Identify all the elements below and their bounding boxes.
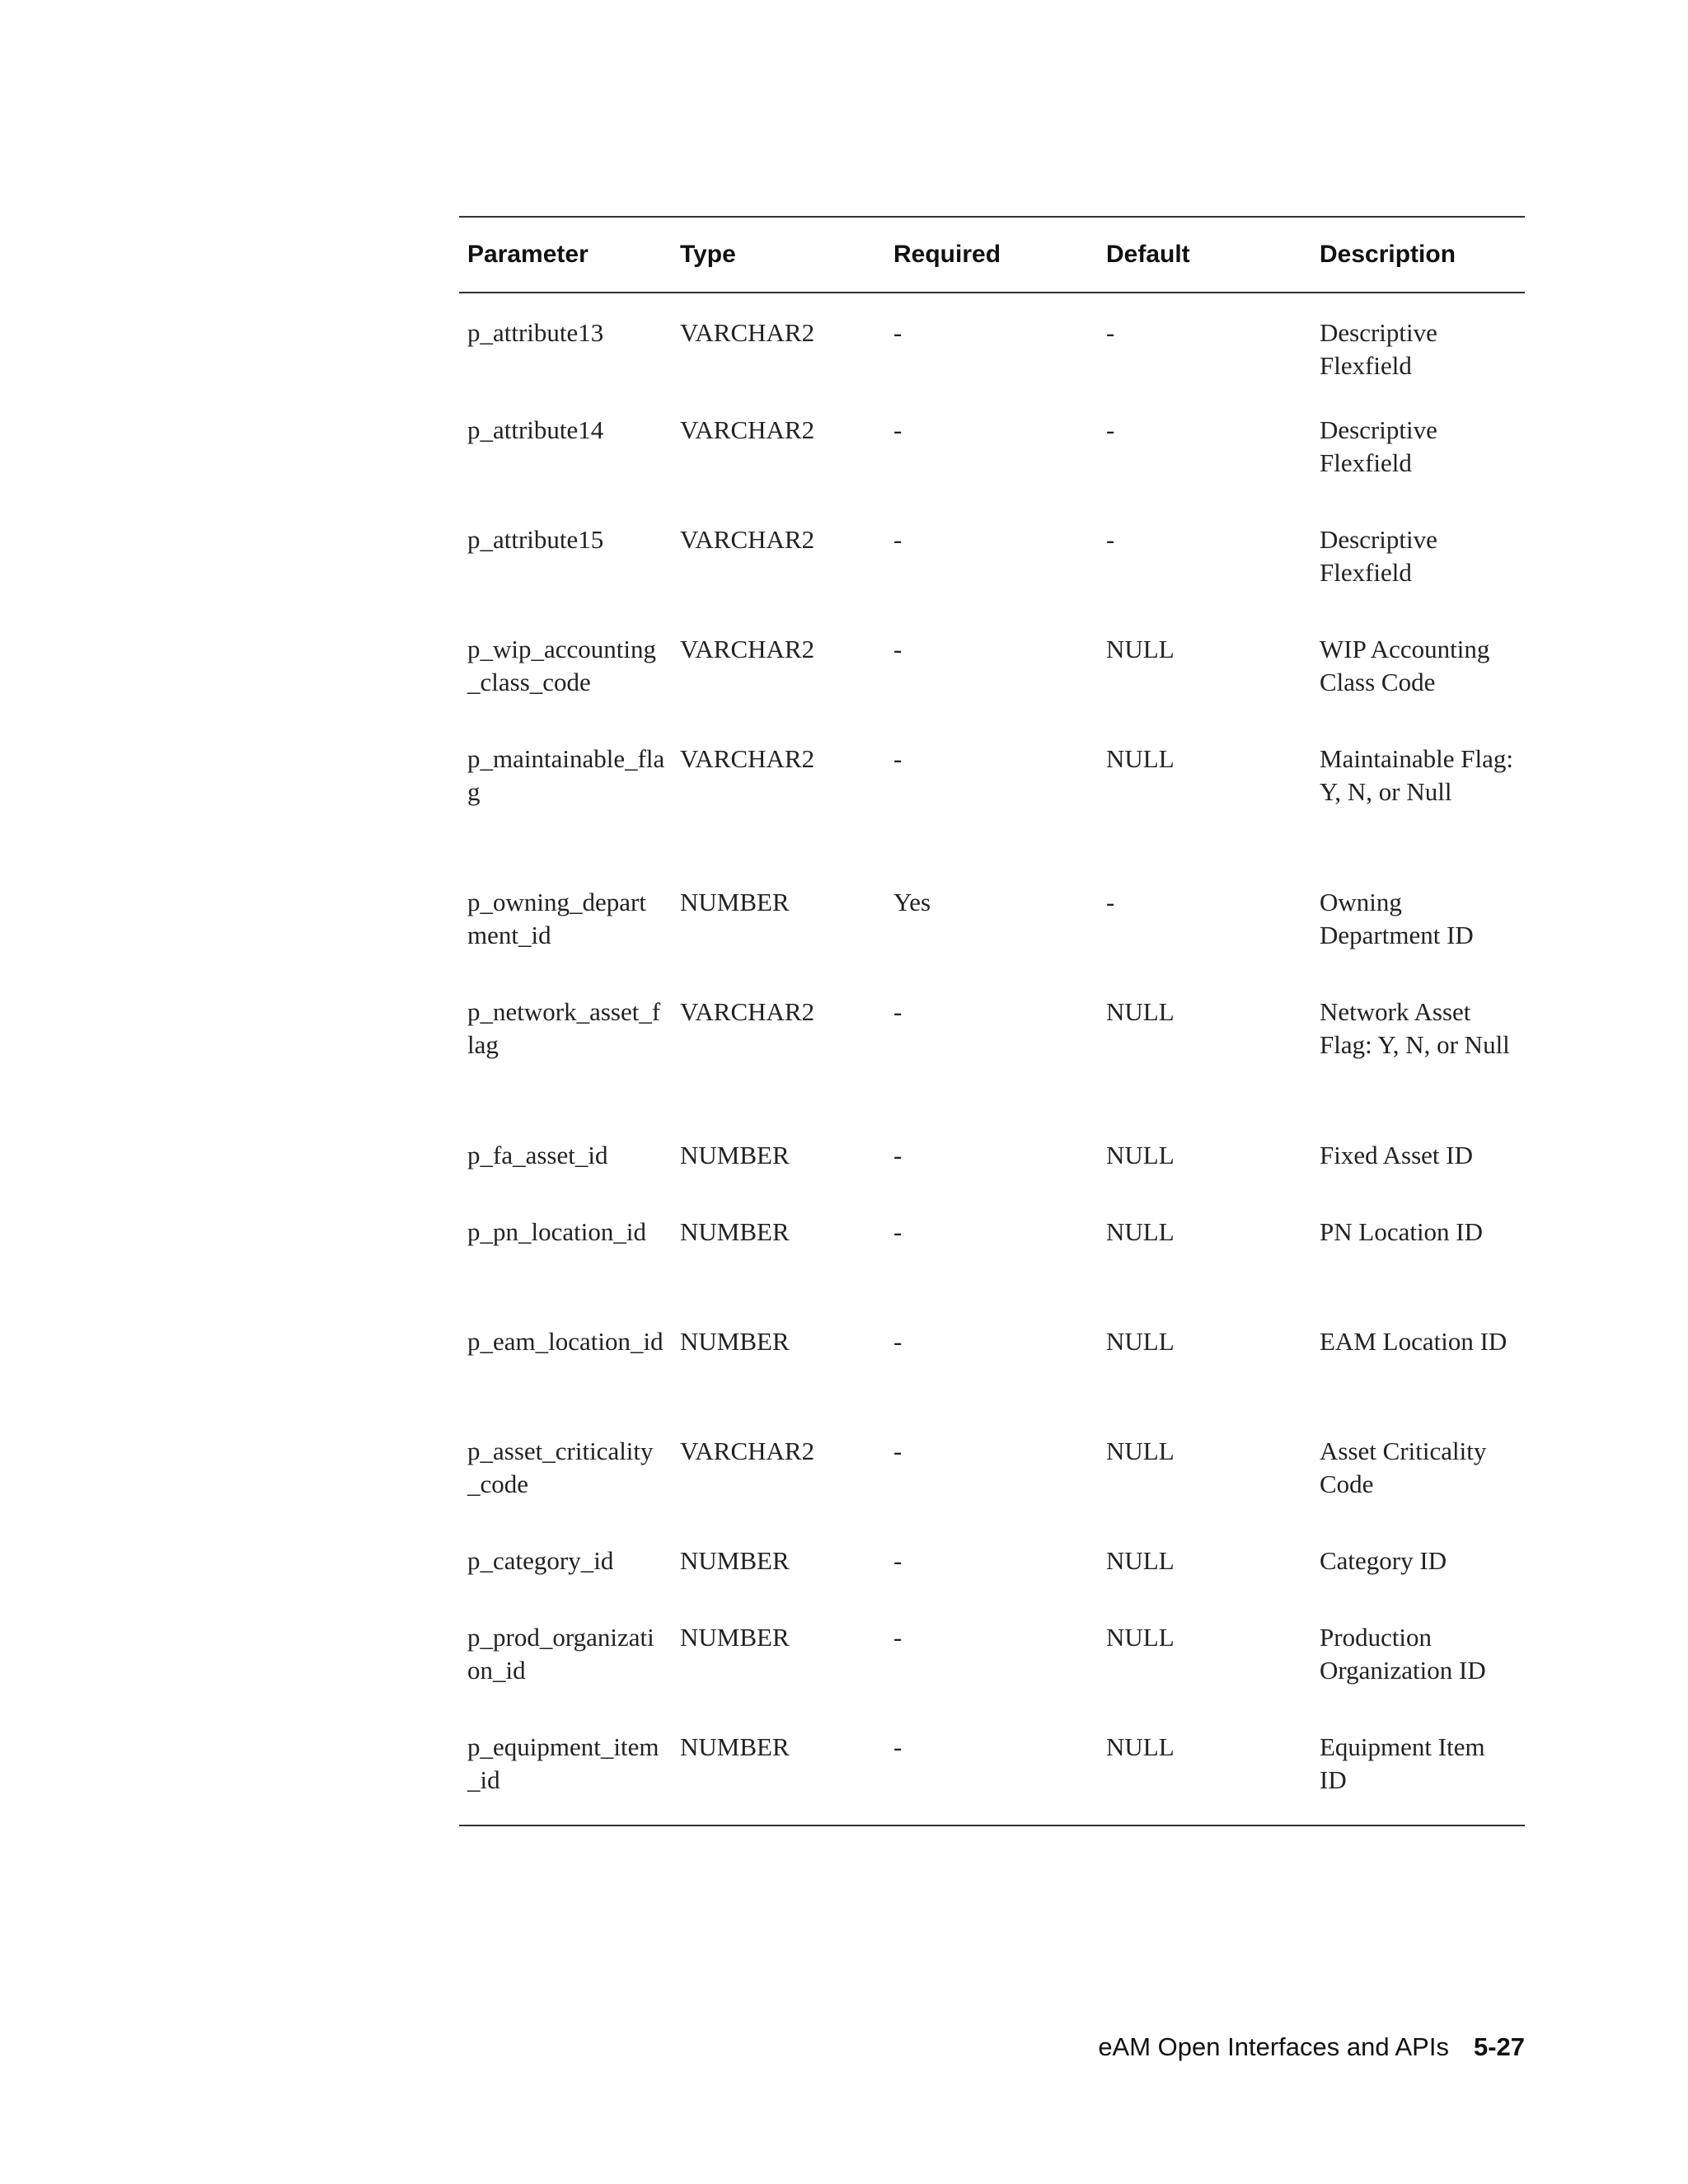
cell-description: EAM Location ID — [1320, 1327, 1507, 1356]
table-row — [459, 1314, 1525, 1423]
cell-type: NUMBER — [680, 1141, 790, 1169]
cell-default: NULL — [1106, 635, 1175, 663]
cell-type: NUMBER — [680, 1623, 790, 1652]
cell-parameter: p_attribute14 — [467, 415, 604, 444]
cell-required: - — [893, 744, 903, 773]
cell-description: WIP Accounting Class Code — [1320, 635, 1490, 696]
cell-default: NULL — [1106, 1623, 1175, 1652]
cell-default: NULL — [1106, 1546, 1175, 1575]
table-row — [459, 1610, 1525, 1719]
header-row — [459, 217, 1525, 293]
cell-description: Fixed Asset ID — [1320, 1141, 1473, 1169]
cell-type: NUMBER — [672, 1719, 885, 1825]
cell-required: - — [893, 1141, 903, 1169]
cell-parameter: p_prod_organization_id — [467, 1623, 654, 1685]
cell-required: - — [893, 525, 903, 554]
cell-type: NUMBER — [680, 1217, 790, 1246]
cell-description: Asset Criticality Code — [1320, 1436, 1487, 1498]
page-footer — [1098, 2032, 1525, 2062]
cell-description: Equipment Item ID — [1311, 1719, 1525, 1825]
cell-description: Production Organization ID — [1320, 1623, 1486, 1685]
table-row — [459, 731, 1525, 874]
cell-default: NULL — [1106, 1436, 1175, 1465]
cell-default: NULL — [1106, 997, 1175, 1026]
cell-required: - — [893, 1546, 903, 1575]
header-default: Default — [1098, 217, 1311, 293]
cell-parameter: p_network_asset_flag — [467, 997, 661, 1059]
cell-required: - — [893, 635, 903, 663]
cell-default: NULL — [1106, 744, 1175, 773]
cell-description: Descriptive Flexfield — [1320, 415, 1437, 477]
header-required: Required — [885, 217, 1098, 293]
table-body — [459, 293, 1525, 1825]
cell-parameter: p_eam_location_id — [467, 1327, 663, 1356]
cell-type: VARCHAR2 — [680, 1436, 815, 1465]
cell-description: Descriptive Flexfield — [1320, 525, 1437, 587]
cell-required: - — [885, 1719, 1098, 1825]
cell-description: Category ID — [1320, 1546, 1447, 1575]
cell-description: Owning Department ID — [1320, 888, 1474, 949]
cell-description: Maintainable Flag: Y, N, or Null — [1320, 744, 1514, 806]
cell-required: - — [893, 318, 903, 347]
cell-parameter: p_category_id — [467, 1546, 614, 1575]
cell-type: VARCHAR2 — [680, 318, 815, 347]
cell-default: - — [1106, 888, 1115, 916]
cell-description: Network Asset Flag: Y, N, or Null — [1320, 997, 1510, 1059]
cell-description: PN Location ID — [1320, 1217, 1484, 1246]
table-row — [459, 293, 1525, 402]
cell-default: NULL — [1106, 1327, 1175, 1356]
cell-type: VARCHAR2 — [680, 415, 815, 444]
cell-type: VARCHAR2 — [680, 635, 815, 663]
table-header — [459, 217, 1525, 293]
cell-parameter: p_equipment_item_id — [459, 1719, 672, 1825]
table-row — [459, 1204, 1525, 1314]
cell-parameter: p_wip_accounting_class_code — [467, 635, 657, 696]
cell-type: VARCHAR2 — [680, 744, 815, 773]
cell-parameter: p_attribute15 — [467, 525, 604, 554]
cell-required: - — [893, 1436, 903, 1465]
table-row — [459, 402, 1525, 512]
cell-required: - — [893, 415, 903, 444]
cell-parameter: p_asset_criticality_code — [467, 1436, 654, 1498]
cell-type: NUMBER — [680, 1327, 790, 1356]
header-parameter: Parameter — [459, 217, 672, 293]
cell-required: - — [893, 1327, 903, 1356]
cell-type: NUMBER — [680, 888, 790, 916]
cell-default: - — [1106, 415, 1115, 444]
cell-parameter: p_maintainable_flag — [467, 744, 665, 806]
footer-title: eAM Open Interfaces and APIs — [1098, 2032, 1449, 2061]
cell-required: - — [893, 997, 903, 1026]
cell-required: - — [893, 1623, 903, 1652]
cell-required: - — [893, 1217, 903, 1246]
cell-default: - — [1106, 525, 1115, 554]
cell-default: NULL — [1098, 1719, 1311, 1825]
header-type: Type — [672, 217, 885, 293]
parameter-table — [459, 216, 1525, 1826]
cell-parameter: p_attribute13 — [467, 318, 604, 347]
table-row — [459, 1533, 1525, 1610]
page-number: 5-27 — [1473, 2032, 1525, 2061]
cell-parameter: p_fa_asset_id — [467, 1141, 608, 1169]
cell-required: Yes — [893, 888, 931, 916]
table-row — [459, 1423, 1525, 1533]
table-row — [459, 874, 1525, 984]
table-row — [459, 512, 1525, 621]
cell-type: NUMBER — [680, 1546, 790, 1575]
cell-type: VARCHAR2 — [680, 997, 815, 1026]
table-row — [459, 621, 1525, 731]
table-row — [459, 984, 1525, 1127]
table-row — [459, 1719, 1525, 1825]
cell-parameter: p_pn_location_id — [467, 1217, 646, 1246]
header-description: Description — [1311, 217, 1525, 293]
cell-default: - — [1106, 318, 1115, 347]
table-row — [459, 1127, 1525, 1204]
cell-description: Descriptive Flexfield — [1320, 318, 1437, 380]
cell-default: NULL — [1106, 1217, 1175, 1246]
cell-default: NULL — [1106, 1141, 1175, 1169]
cell-type: VARCHAR2 — [680, 525, 815, 554]
cell-parameter: p_owning_department_id — [467, 888, 646, 949]
